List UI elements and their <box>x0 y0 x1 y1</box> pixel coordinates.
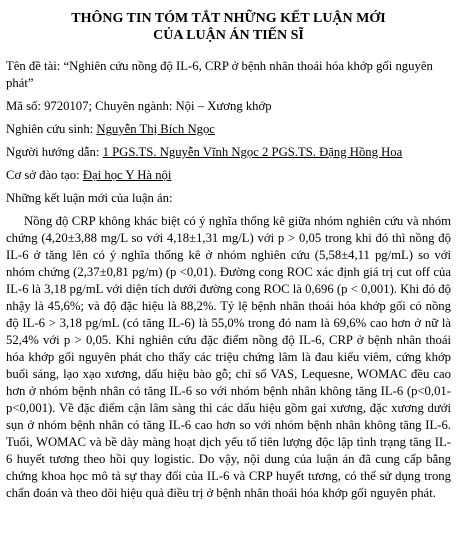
advisor-label: Người hướng dẫn: <box>6 145 100 159</box>
institution-value: Đại học Y Hà nội <box>82 168 172 182</box>
field-institution <box>6 167 451 184</box>
topic-value: “Nghiên cứu nồng độ IL-6, CRP ở bệnh nhân thoái hóa khớp gối nguyên phát” <box>6 59 433 90</box>
field-researcher <box>6 121 451 138</box>
title-line-2: CỦA LUẬN ÁN TIẾN SĨ <box>153 28 304 43</box>
field-advisor <box>6 144 451 161</box>
conclusions-paragraph: Nồng độ CRP không khác biệt có ý nghĩa thống kê giữa nhóm nghiên cứu và nhóm chứng (4,20±3,88 mg/L so với 4,18±1,31 mg/L) với p > 0,05 trong khi đó thì nồng độ IL-6 ở tăng lên có ý nghĩa thống kê ở nhóm nghiên cứu (5,58±4,11 pg/mL) so với nhóm chứng (2,37±0,81 pg/m) (p <0,01). Đường cong ROC xác định giá trị cut off của IL-6 là 3,18 pg/mL với diện tích dưới đường cong ROC là 0,696 (p < 0,001). Khi đó độ nhậy là 45,6%; và độ đặc hiệu là 88,2%. Tỷ lệ bệnh nhân thoái hóa khớp gối có nồng độ IL-6 > 3,18 pg/mL (có tăng IL-6) là 55,0% trong đó nam là 69,6% cao hơn ở nữ là 52,4% với p > 0,05. Khi nghiên cứu đặc điểm nồng độ IL-6, CRP ở bệnh nhân thoái hóa khớp gối nguyên phát cho thấy các triệu chứng lâm là đau kiểu viêm, cứng khớp buổi sáng, lạo xạo xương, dấu hiệu bào gỗ; chỉ số VAS, Lequesne, WOMAC đều cao hơn ở nhóm bệnh nhân có tăng IL-6 so với nhóm bệnh nhân không tăng IL-6 (p<0,01-p<0,001). Về đặc điểm cận lâm sàng thì các dấu hiệu gồm gai xương, đặc xương dưới sụn ở nhóm bệnh nhân có tăng IL-6 cao hơn so với nhóm bệnh nhân không tăng IL-6. Tuổi, WOMAC và bề dày màng hoạt dịch yếu tố tiên lượng độc lập tình trạng tăng IL-6 huyết tương theo hồi quy logistic. Do vậy, nội dung của luận án đã cung cấp bằng chứng khoa học mô tả sự thay đổi của IL-6 và CRP huyết tương, có thể sử dụng trong chẩn đoán và theo dõi hiệu quả điều trị ở bệnh nhân thoái hóa khớp gối nguyên phát. <box>6 214 451 500</box>
code-value: 9720107; Chuyên ngành: Nội – Xương khớp <box>44 99 272 113</box>
researcher-label: Nghiên cứu sinh: <box>6 122 94 136</box>
topic-label: Tên đề tài: <box>6 59 61 73</box>
field-code <box>6 98 451 115</box>
conclusions-heading: Những kết luận mới của luận án: <box>6 191 173 205</box>
code-label: Mã số: <box>6 99 41 113</box>
institution-label: Cơ sở đào tạo: <box>6 168 80 182</box>
title-block <box>6 10 451 44</box>
title-line-1: THÔNG TIN TÓM TẮT NHỮNG KẾT LUẬN MỚI <box>71 11 386 26</box>
field-topic <box>6 58 451 92</box>
advisor-value: 1 PGS.TS. Nguyễn Vĩnh Ngọc 2 PGS.TS. Đặng Hồng Hoa <box>102 145 403 159</box>
researcher-value: Nguyễn Thị Bích Ngọc <box>96 122 215 136</box>
